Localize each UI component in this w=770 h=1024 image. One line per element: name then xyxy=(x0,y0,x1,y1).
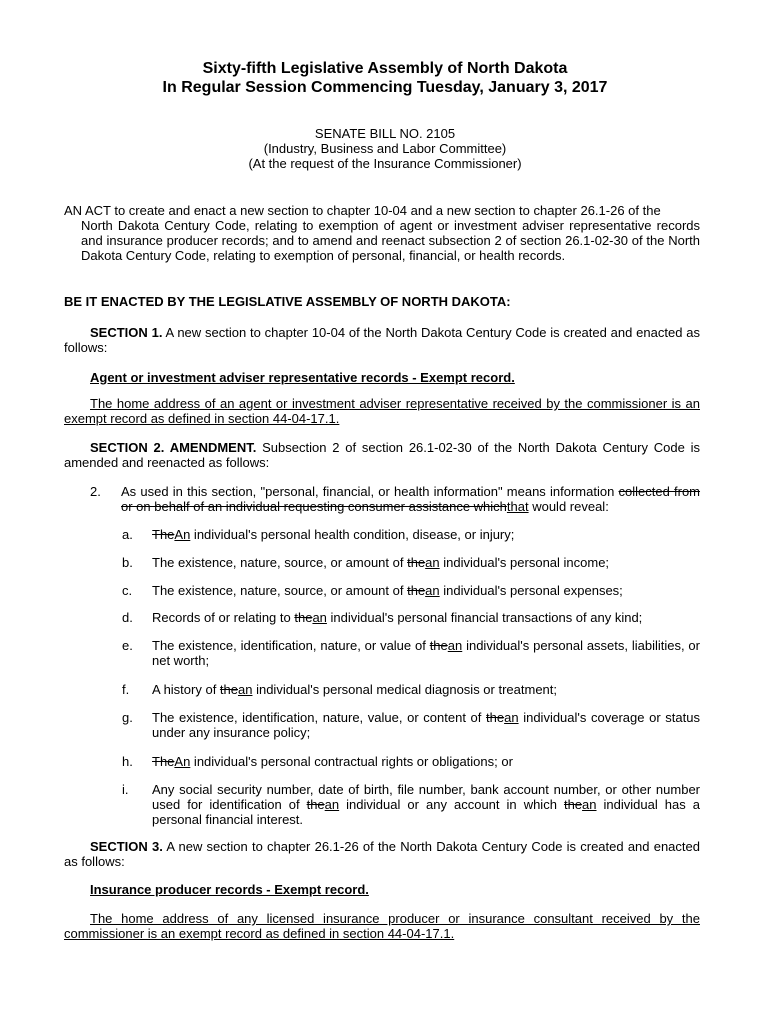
section-2-intro xyxy=(64,440,700,470)
struck-text: the xyxy=(407,583,426,598)
section-1-heading-text: Agent or investment adviser representative records - Exempt record. xyxy=(90,370,515,385)
enacting-clause: BE IT ENACTED BY THE LEGISLATIVE ASSEMBLY OF NORTH DAKOTA: xyxy=(64,294,511,309)
bill-committee: (Industry, Business and Labor Committee) xyxy=(263,141,507,156)
section-3-label: SECTION 3. xyxy=(90,839,163,854)
struck-text: the xyxy=(407,555,426,570)
inserted-text: an xyxy=(238,682,253,697)
struck-text: the xyxy=(306,797,325,812)
inserted-text: An xyxy=(174,754,191,769)
act-title xyxy=(64,203,700,263)
inserted-text: an xyxy=(582,797,597,812)
section-3-heading-text: Insurance producer records - Exempt record. xyxy=(90,882,369,897)
bill-request: (At the request of the Insurance Commissioner) xyxy=(248,156,522,171)
assembly-title: Sixty-fifth Legislative Assembly of North Dakota xyxy=(202,60,568,77)
section-2-label: SECTION 2. AMENDMENT. xyxy=(90,440,257,455)
section-3-body: The home address of any licensed insurance producer or insurance consultant received by the commissioner is an exempt record as defined in section 44-04-17.1. xyxy=(64,911,700,941)
act-title-first-line: AN ACT to create and enact a new section to chapter 10-04 and a new section to chapter 26.1-26 of the xyxy=(64,203,661,218)
struck-text: the xyxy=(563,797,583,812)
act-title-rest: North Dakota Century Code, relating to exemption of agent or investment adviser representative records and insurance producer records; and to amend and reenact subsection 2 of section 26.1-02-30 of the North Dakota Century Code, relating to exemption of personal, financial, or health records. xyxy=(81,218,700,263)
inserted-text: that xyxy=(506,499,529,514)
section-1-body: The home address of an agent or investment adviser representative received by the commissioner is an exempt record as defined in section 44-04-17.1. xyxy=(64,396,700,426)
struck-text: the xyxy=(429,638,448,653)
section-3-heading xyxy=(64,882,700,897)
struck-text: the xyxy=(294,610,313,625)
inserted-text: an xyxy=(312,610,327,625)
session-title: In Regular Session Commencing Tuesday, January 3, 2017 xyxy=(162,79,608,96)
subsection-text: As used in this section, "personal, financial, or health information" means information collected from or on behalf of an individual requesting consumer assistance whichthat would reveal: xyxy=(121,484,701,514)
inserted-text: an xyxy=(504,710,519,725)
subsection-number: 2. xyxy=(90,484,101,499)
section-1-intro xyxy=(64,325,700,355)
bill-number: SENATE BILL NO. 2105 xyxy=(314,126,456,141)
section-1-label: SECTION 1. xyxy=(90,325,163,340)
section-2-text: Subsection 2 of section 26.1-02-30 of the North Dakota Century Code is amended and reenacted as follows: xyxy=(64,440,700,470)
section-3-intro xyxy=(64,839,700,869)
struck-text: the xyxy=(486,710,505,725)
section-1-heading xyxy=(64,370,700,385)
inserted-text: an xyxy=(447,638,463,653)
inserted-text: An xyxy=(174,527,191,542)
inserted-text: an xyxy=(425,583,440,598)
section-3-text: A new section to chapter 26.1-26 of the North Dakota Century Code is created and enacted as follows: xyxy=(64,839,700,869)
struck-text: the xyxy=(219,682,238,697)
bill-page: Sixty-fifth Legislative Assembly of North Dakota In Regular Session Commencing Tuesday, January 3, 2017 SENATE BILL NO. 2105 (Industry, Business and Labor Committee) (At the request of the Insurance Commissioner) AN ACT to create and enact a new section to chapter 10-04 and a new section to chapter 26.1-26 of the North Dakota Century Code, relating to exemption of agent or investment adviser representative records and insurance producer records; and to amend and reenact subsection 2 of section 26.1-02-30 of the North Dakota Century Code, relating to exemption of personal, financial, or health records. BE IT ENACTED BY THE LEGISLATIVE ASSEMBLY OF NORTH DAKOTA: SECTION 1. A new section to chapter 10-04 of the North Dakota Century Code is created and enacted as follows: Agent or investment adviser representative records - Exempt record. The home address of an agent or investment adviser representative received by the commissioner is an exempt record as defined in section 44-04-17.1. SECTION 2. AMENDMENT. Subsection 2 of section 26.1-02-30 of the North Dakota Century Code is amended and reenacted as follows: 2. As used in this section, "personal, financial, or health information" means information collected from or on behalf of an individual requesting consumer assistance whichthat would reveal: a. TheAn individual's personal health condition, disease, or injury; b. The existence, nature, source, or amount of thean individual's personal income; c. The existence, nature, source, or amount of thean individual's personal expenses; d. Records of or relating to thean individual's personal financial transactions of any kind; e. The existence, identification, nature, or value of thean individual's personal assets, liabilities, or net worth; f. A history of thean individual's personal medical diagnosis or treatment; g. The existence, identification, nature, value, or content of thean individual's coverage or status under any insurance policy; h. TheAn individual's personal contractual rights or obligations; or i. Any social security number, date of birth, file number, bank account number, or other number used for identification of thean individual or any account in which thean individual has a personal financial interest. SECTION 3. A new section to chapter 26.1-26 of the North Dakota Century Code is created and enacted as follows: Insurance producer records - Exempt record. The home address of any licensed insurance producer or insurance consultant received by the commissioner is an exempt record as defined in section 44-04-17.1. xyxy=(0,0,770,1024)
section-1-text: A new section to chapter 10-04 of the North Dakota Century Code is created and enacted as follows: xyxy=(64,325,700,355)
struck-text: collected from or on behalf of an individual requesting consumer assistance which xyxy=(121,484,701,514)
struck-text: The xyxy=(152,527,175,542)
inserted-text: an xyxy=(425,555,440,570)
inserted-text: an xyxy=(324,797,340,812)
struck-text: The xyxy=(152,754,175,769)
